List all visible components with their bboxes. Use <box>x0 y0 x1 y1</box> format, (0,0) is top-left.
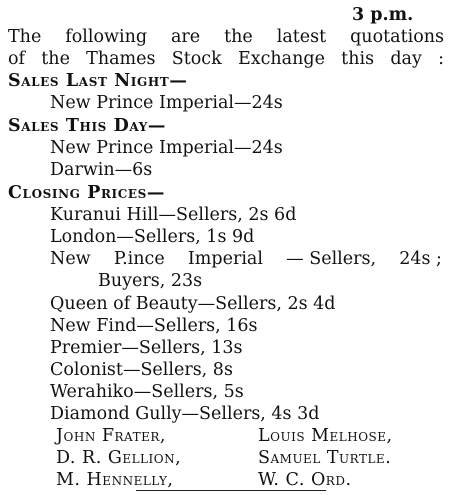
sales-this-day-item: Darwin—6s <box>50 160 153 180</box>
closing-prices-heading: Closing Prices— <box>8 183 166 203</box>
sales-last-night-heading: Sales Last Night— <box>8 71 188 91</box>
quote-word: Imperial <box>187 249 263 269</box>
report-time: 3 p.m. <box>352 5 414 25</box>
closing-price-item: New Find—Sellers, 16s <box>50 316 258 336</box>
intro-line-2: of the Thames Stock Exchange this day : <box>8 49 444 69</box>
closing-price-continuation: Buyers, 23s <box>98 271 203 291</box>
sales-this-day-heading: Sales This Day— <box>8 116 166 136</box>
quote-word: New <box>50 249 91 269</box>
closing-rule <box>136 490 326 491</box>
quote-word: 24s ; <box>399 249 442 269</box>
intro-line-1: The following are the latest quotations <box>8 27 444 47</box>
sales-this-day-item: New Prince Imperial—24s <box>50 138 283 158</box>
quote-word: — Sellers, <box>286 249 377 269</box>
signatory: M. Hennelly, <box>56 470 174 490</box>
signatory: D. R. Gellion, <box>56 448 182 468</box>
closing-price-item: Werahiko—Sellers, 5s <box>50 382 244 402</box>
signatory: W. C. Ord. <box>258 470 352 490</box>
signatory: John Frater, <box>56 426 166 446</box>
closing-price-item: Kuranui Hill—Sellers, 2s 6d <box>50 205 297 225</box>
closing-price-new-prince-imperial <box>50 248 442 270</box>
signatory: Louis Melhose, <box>258 426 393 446</box>
closing-price-item: Diamond Gully—Sellers, 4s 3d <box>50 404 320 424</box>
closing-price-item: Colonist—Sellers, 8s <box>50 360 233 380</box>
closing-price-item: Premier—Sellers, 13s <box>50 338 243 358</box>
quote-word: P.ince <box>113 249 165 269</box>
signatory: Samuel Turtle. <box>258 448 392 468</box>
closing-price-item: Queen of Beauty—Sellers, 2s 4d <box>50 294 336 314</box>
closing-price-item: London—Sellers, 1s 9d <box>50 227 255 247</box>
sales-last-night-item: New Prince Imperial—24s <box>50 93 283 113</box>
